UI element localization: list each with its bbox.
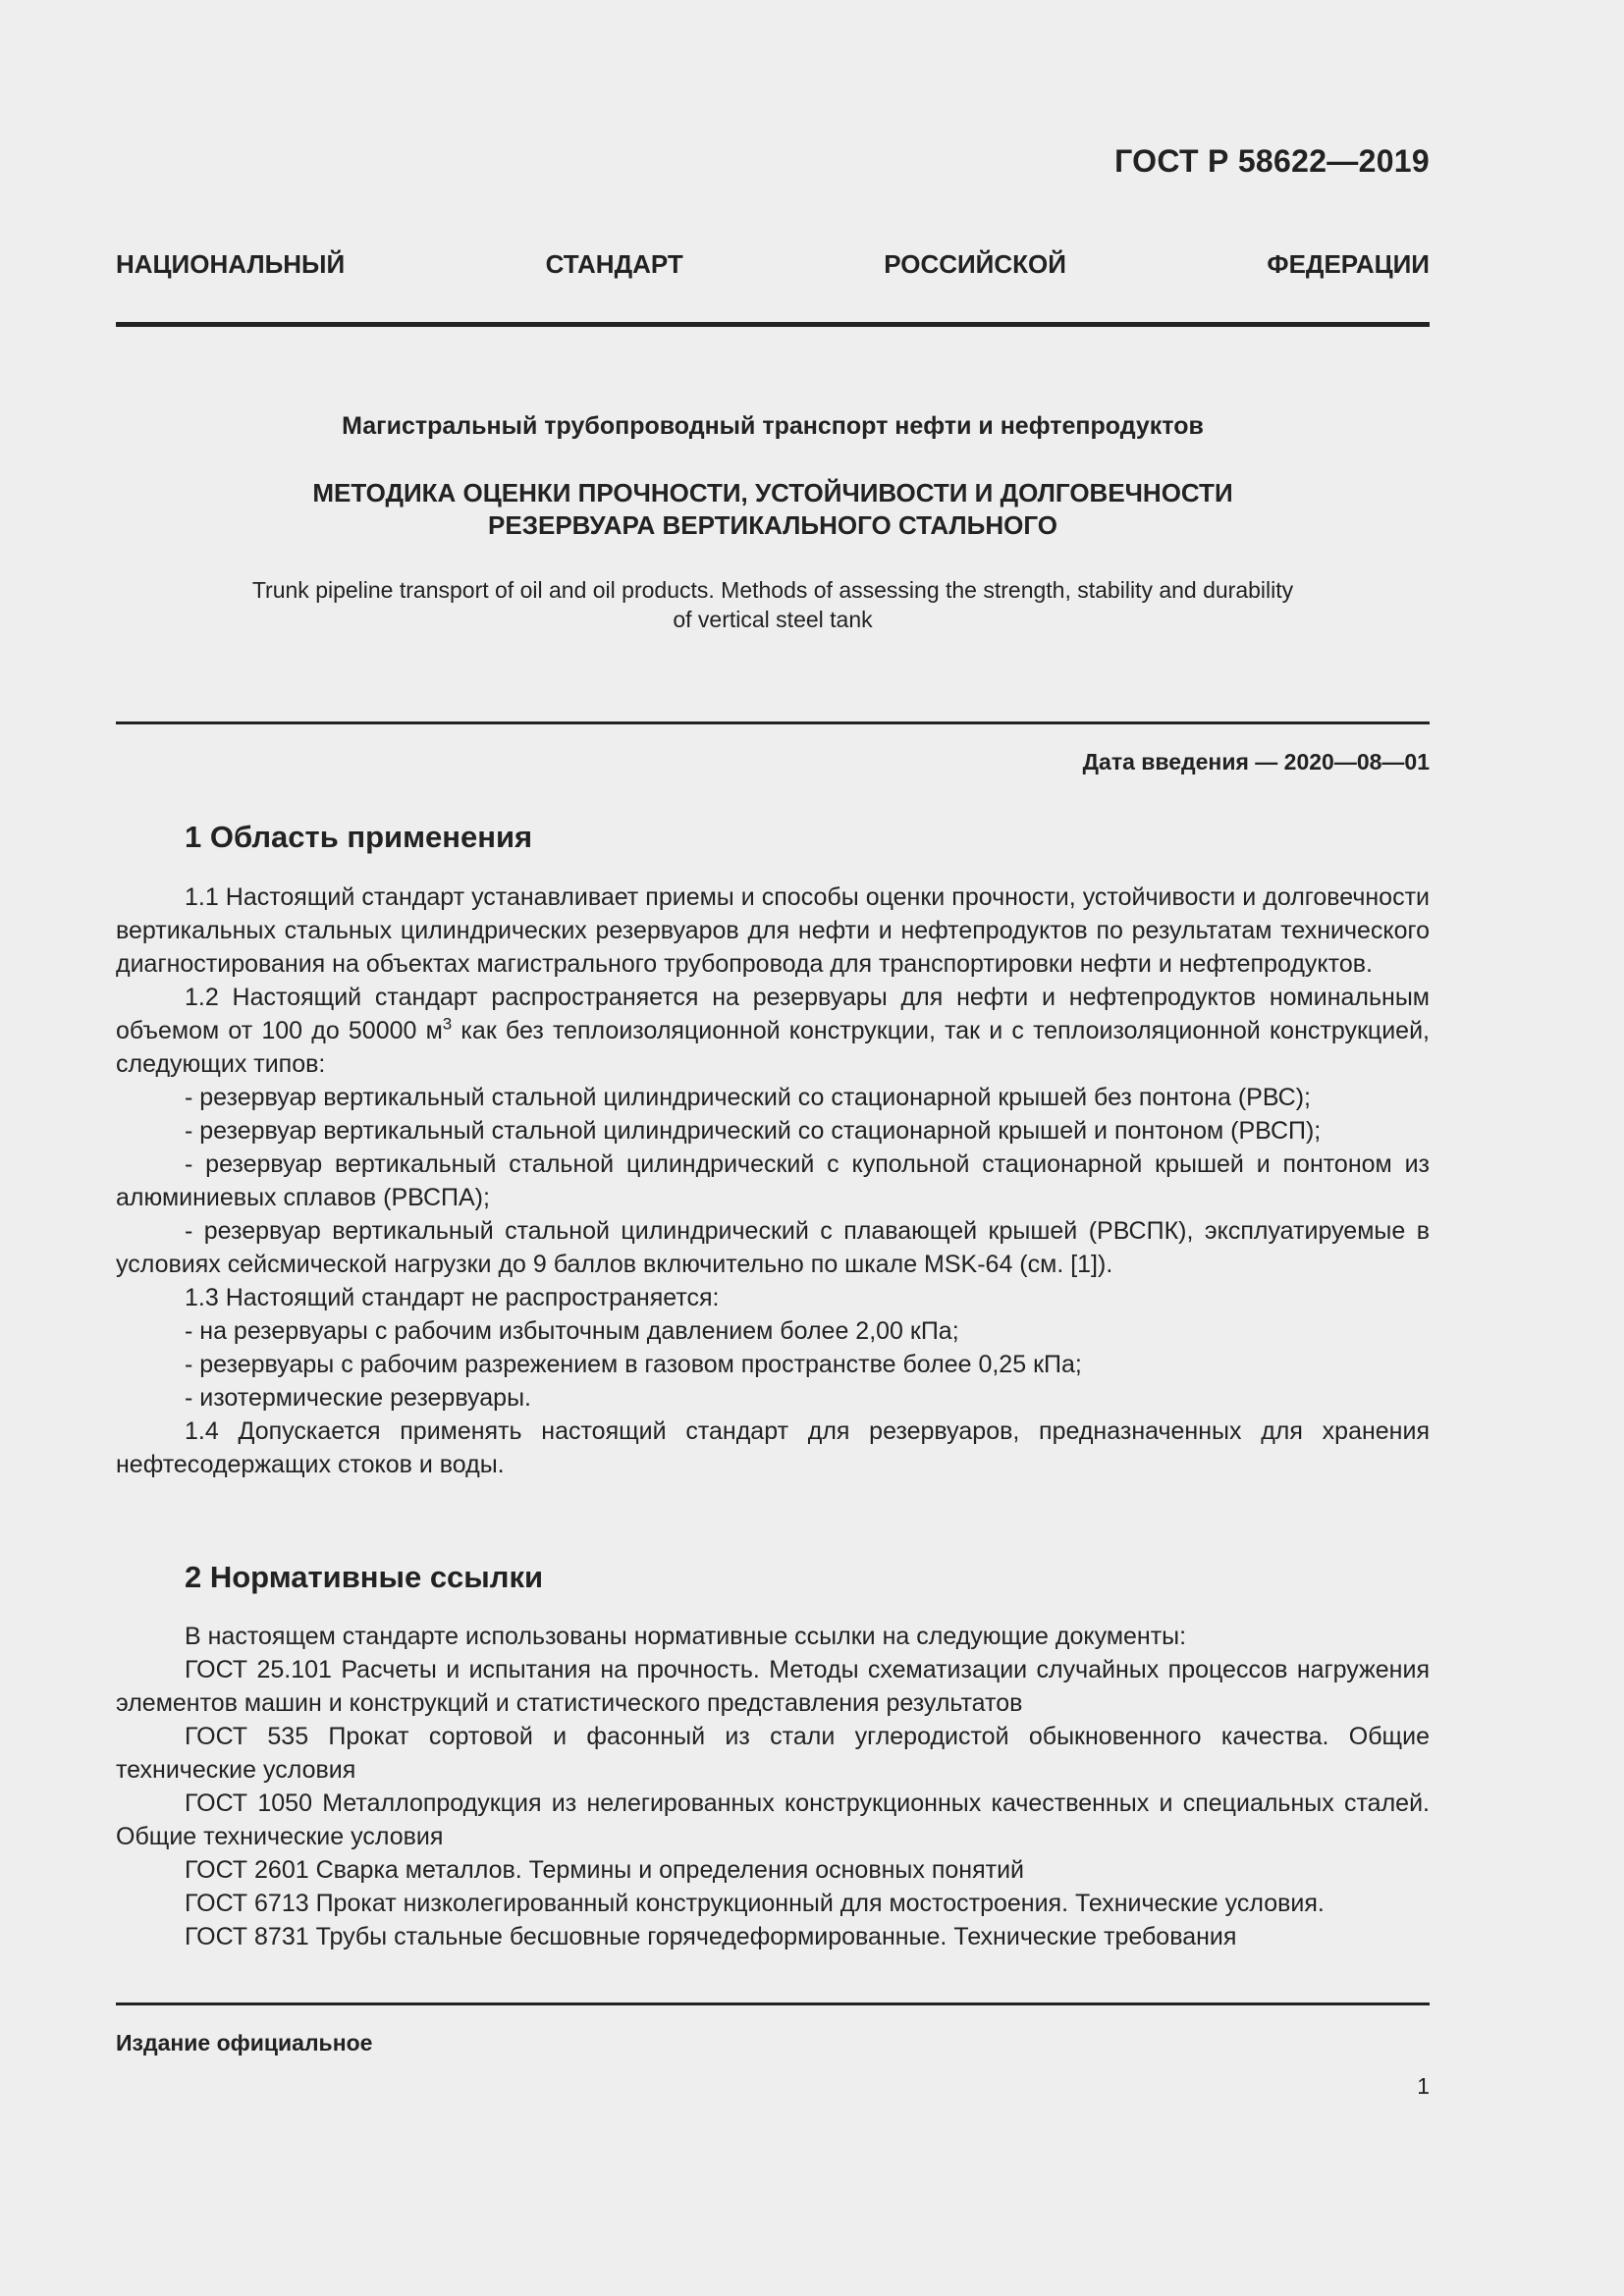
title-divider	[116, 721, 1430, 724]
page-number: 1	[1417, 2073, 1430, 2099]
document-title	[116, 477, 1430, 542]
document-subtitle: Магистральный трубопроводный транспорт нефти и нефтепродуктов	[342, 412, 1204, 440]
english-title	[116, 575, 1430, 634]
list-item-type-1: - резервуар вертикальный стальной цилиндрический со стационарной крышей без понтона (РВС);	[185, 1084, 1311, 1111]
references-intro: В настоящем стандарте использованы нормативные ссылки на следующие документы:	[185, 1623, 1187, 1650]
reference-item: ГОСТ 8731 Трубы стальные бесшовные горячедеформированные. Технические требования	[185, 1923, 1237, 1950]
title-line-2: РЕЗЕРВУАРА ВЕРТИКАЛЬНОГО СТАЛЬНОГО	[488, 510, 1057, 540]
header-divider	[116, 322, 1430, 327]
reference-item: ГОСТ 535 Прокат сортовой и фасонный из стали углеродистой обыкновенного качества. Общие технические условия	[116, 1723, 1430, 1784]
paragraph-1-2-text-a: 1.2 Настоящий стандарт распространяется на резервуары для нефти и нефтепродуктов номинальным объемом от 100 до 50000 м	[116, 984, 1430, 1044]
english-title-line-1: Trunk pipeline transport of oil and oil products. Methods of assessing the strength, stability and durability	[251, 577, 1294, 603]
title-line-1: МЕТОДИКА ОЦЕНКИ ПРОЧНОСТИ, УСТОЙЧИВОСТИ И ДОЛГОВЕЧНОСТИ	[312, 478, 1233, 507]
list-item-type-4: - резервуар вертикальный стальной цилиндрический с плавающей крышей (РВСПК), эксплуатируемые в условиях сейсмической нагрузки до 9 баллов включительно по шкале MSK-64 (см. [1]).	[116, 1217, 1430, 1278]
reference-item: ГОСТ 6713 Прокат низколегированный конструкционный для мостостроения. Технические условия.	[185, 1890, 1325, 1917]
paragraph-1-2	[116, 981, 1430, 1081]
intro-date: Дата введения — 2020—08—01	[1082, 749, 1430, 774]
national-standard-heading: НАЦИОНАЛЬНЫЙ СТАНДАРТ РОССИЙСКОЙ ФЕДЕРАЦИИ	[116, 249, 1430, 279]
section-2-heading: 2 Нормативные ссылки	[185, 1560, 544, 1594]
reference-item: ГОСТ 1050 Металлопродукция из нелегированных конструкционных качественных и специальных сталей. Общие технические условия	[116, 1789, 1430, 1850]
gost-number: ГОСТ Р 58622—2019	[1114, 143, 1430, 179]
footer-divider	[116, 2002, 1430, 2005]
paragraph-1-3: 1.3 Настоящий стандарт не распространяется:	[185, 1284, 720, 1311]
list-item-exclusion-1: - на резервуары с рабочим избыточным давлением более 2,00 кПа;	[185, 1317, 959, 1345]
paragraph-1-4: 1.4 Допускается применять настоящий стандарт для резервуаров, предназначенных для хранения нефтесодержащих стоков и воды.	[116, 1417, 1430, 1478]
official-edition-note: Издание официальное	[116, 2030, 373, 2056]
paragraph-1-1: 1.1 Настоящий стандарт устанавливает приемы и способы оценки прочности, устойчивости и долговечности вертикальных стальных цилиндрических резервуаров для нефти и нефтепродуктов по результатам технического диагностирования на объектах магистрального трубопровода для транспортировки нефти и нефтепродуктов.	[116, 883, 1430, 978]
list-item-exclusion-2: - резервуары с рабочим разрежением в газовом пространстве более 0,25 кПа;	[185, 1351, 1082, 1378]
section-2-body	[116, 1620, 1430, 1953]
list-item-type-3: - резервуар вертикальный стальной цилиндрический с купольной стационарной крышей и понтоном из алюминиевых сплавов (РВСПА);	[116, 1150, 1430, 1211]
reference-item: ГОСТ 25.101 Расчеты и испытания на прочность. Методы схематизации случайных процессов нагружения элементов машин и конструкций и статистического представления результатов	[116, 1656, 1430, 1717]
cubic-superscript: 3	[442, 1014, 453, 1034]
section-1-heading: 1 Область применения	[185, 820, 533, 854]
section-1-body	[116, 881, 1430, 1481]
paragraph-1-2-text-b: как без теплоизоляционной конструкции, так и с теплоизоляционной конструкцией, следующих типов:	[116, 1017, 1430, 1078]
list-item-exclusion-3: - изотермические резервуары.	[185, 1384, 532, 1412]
list-item-type-2: - резервуар вертикальный стальной цилиндрический со стационарной крышей и понтоном (РВСП);	[185, 1117, 1322, 1145]
reference-item: ГОСТ 2601 Сварка металлов. Термины и определения основных понятий	[185, 1856, 1024, 1884]
english-title-line-2: of vertical steel tank	[673, 607, 873, 632]
